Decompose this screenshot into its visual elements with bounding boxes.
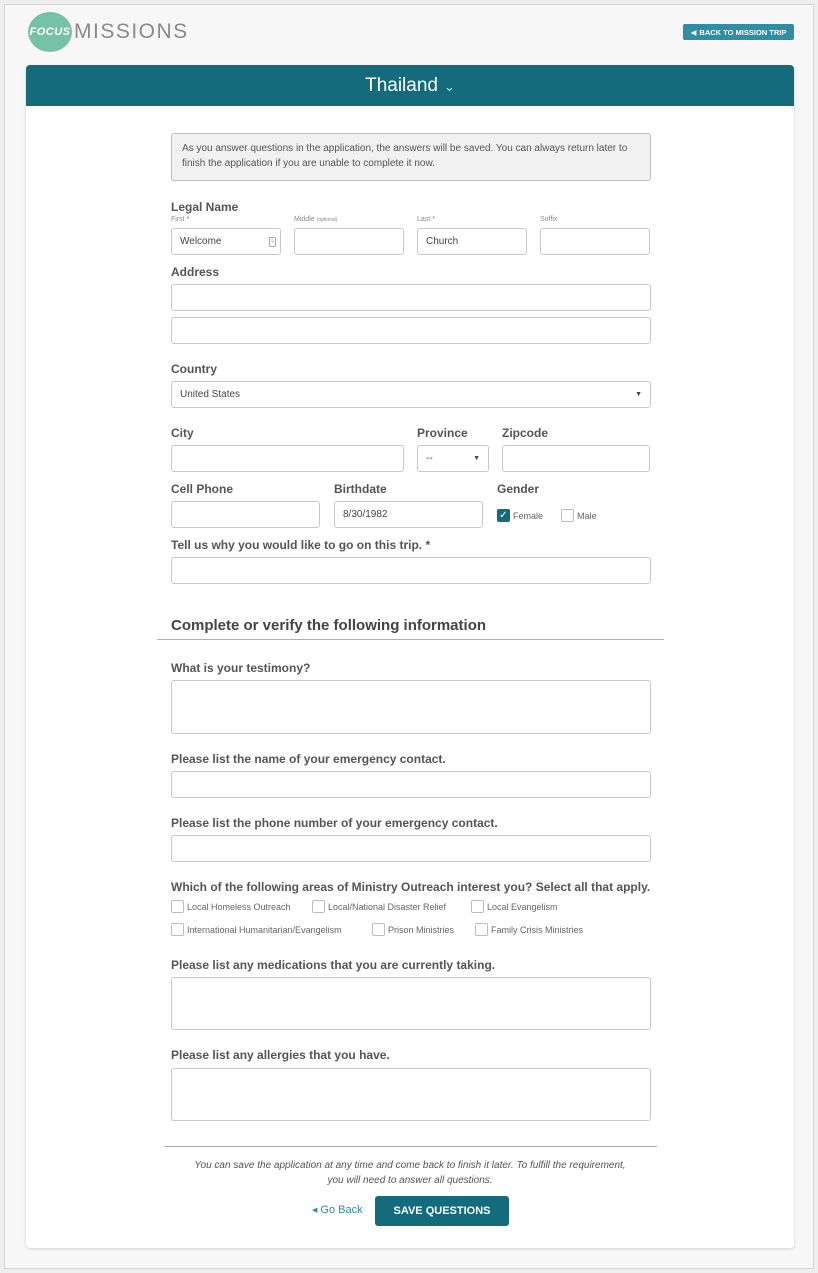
cell-phone-field[interactable] <box>171 501 320 528</box>
checkbox-empty-icon[interactable] <box>561 509 574 522</box>
back-to-mission-trip-button[interactable] <box>683 24 794 40</box>
suffix-label: Suffix <box>540 216 558 223</box>
focus-missions-logo[interactable] <box>28 12 189 52</box>
why-trip-field[interactable] <box>171 557 651 584</box>
city-field[interactable] <box>171 445 404 472</box>
outreach-option-label: Local/National Disaster Relief <box>328 901 447 912</box>
outreach-option[interactable] <box>171 900 291 913</box>
legal-name-label: Legal Name <box>171 200 239 214</box>
emergency-name-label: Please list the name of your emergency contact. <box>171 752 446 766</box>
suffix-field[interactable] <box>540 228 650 255</box>
caret-down-icon: ▼ <box>635 391 642 398</box>
checkbox-empty-icon[interactable] <box>475 923 488 936</box>
chevron-down-icon: ⌄ <box>443 78 455 94</box>
trip-selector[interactable] <box>26 65 794 106</box>
logo-mark: FOCUS <box>28 12 72 52</box>
outreach-option-label: Family Crisis Ministries <box>491 924 583 935</box>
outreach-option[interactable] <box>471 900 558 913</box>
save-later-note-line1: You can save the application at any time and come back to finish it later. To fulfill the requirement, <box>194 1160 626 1171</box>
birthdate-label: Birthdate <box>334 482 387 496</box>
outreach-option-label: Local Homeless Outreach <box>187 901 291 912</box>
save-later-note <box>156 1158 664 1188</box>
first-name-label: First * <box>171 216 190 223</box>
back-to-mission-trip-label: BACK TO MISSION TRIP <box>699 27 787 37</box>
birthdate-field[interactable] <box>334 501 483 528</box>
section-divider <box>157 639 664 640</box>
gender-male-label: Male <box>577 510 597 521</box>
checkbox-empty-icon[interactable] <box>372 923 385 936</box>
address-label: Address <box>171 265 220 279</box>
outreach-option-label: Local Evangelism <box>487 901 558 912</box>
address-line1-field[interactable] <box>171 284 651 311</box>
checkbox-empty-icon[interactable] <box>171 900 184 913</box>
emergency-phone-field[interactable] <box>171 835 651 862</box>
country-value: United States <box>180 389 241 400</box>
last-name-field[interactable] <box>417 228 527 255</box>
first-name-field[interactable] <box>171 228 281 255</box>
outreach-option[interactable] <box>475 923 583 936</box>
outreach-label: Which of the following areas of Ministry Outreach interest you? Select all that apply. <box>171 880 651 894</box>
emergency-name-field[interactable] <box>171 771 651 798</box>
autosave-notice: As you answer questions in the application, the answers will be saved. You can always return later to finish the application if you are unable to complete it now. <box>171 133 651 181</box>
last-name-label: Last * <box>417 216 435 223</box>
checkmark-icon[interactable]: ✓ <box>497 509 510 522</box>
contact-card-icon[interactable]: ≡ <box>270 239 275 245</box>
emergency-phone-label: Please list the phone number of your emergency contact. <box>171 816 498 830</box>
province-value: -- <box>426 453 433 464</box>
zipcode-field[interactable] <box>502 445 650 472</box>
middle-name-field[interactable] <box>294 228 404 255</box>
chevron-left-icon: ◀ <box>312 1207 318 1214</box>
go-back-label: Go Back <box>320 1204 363 1216</box>
address-line2-field[interactable] <box>171 317 651 344</box>
why-trip-label: Tell us why you would like to go on this trip. * <box>171 538 431 552</box>
testimony-label: What is your testimony? <box>171 661 311 675</box>
gender-female-label: Female <box>513 510 544 521</box>
save-later-note-line2: you will need to answer all questions. <box>327 1175 493 1186</box>
gender-female-option[interactable] <box>497 509 543 522</box>
city-label: City <box>171 426 194 440</box>
testimony-textarea[interactable] <box>171 680 651 734</box>
medications-textarea[interactable] <box>171 977 651 1030</box>
zipcode-label: Zipcode <box>502 426 549 440</box>
country-label: Country <box>171 362 217 376</box>
trip-title: Thailand <box>365 74 438 96</box>
checkbox-empty-icon[interactable] <box>312 900 325 913</box>
birthdate-value: 8/30/1982 <box>343 509 388 520</box>
middle-name-label: Middle (optional) <box>294 216 338 223</box>
caret-down-icon: ▼ <box>473 455 480 462</box>
allergies-textarea[interactable] <box>171 1068 651 1121</box>
province-label: Province <box>417 426 468 440</box>
province-select[interactable] <box>417 445 489 472</box>
outreach-option[interactable] <box>312 900 446 913</box>
outreach-option-label: Prison Ministries <box>388 924 455 935</box>
save-questions-button[interactable]: SAVE QUESTIONS <box>375 1196 509 1226</box>
chevron-left-icon: ◀ <box>690 27 697 37</box>
outreach-option[interactable] <box>372 923 454 936</box>
go-back-link[interactable] <box>312 1204 363 1216</box>
cell-phone-label: Cell Phone <box>171 482 234 496</box>
footer-divider <box>164 1146 657 1147</box>
outreach-option[interactable] <box>171 923 342 936</box>
application-card <box>26 65 794 1248</box>
section-title: Complete or verify the following information <box>171 617 487 634</box>
last-name-value: Church <box>426 236 459 247</box>
allergies-label: Please list any allergies that you have. <box>171 1048 390 1062</box>
outreach-option-label: International Humanitarian/Evangelism <box>187 924 342 935</box>
first-name-value: Welcome <box>180 236 222 247</box>
country-select[interactable] <box>171 381 651 408</box>
medications-label: Please list any medications that you are currently taking. <box>171 958 496 972</box>
gender-male-option[interactable] <box>561 509 597 522</box>
gender-label: Gender <box>497 482 540 496</box>
logo-wordmark: MISSIONS <box>74 20 189 43</box>
checkbox-empty-icon[interactable] <box>471 900 484 913</box>
checkbox-empty-icon[interactable] <box>171 923 184 936</box>
